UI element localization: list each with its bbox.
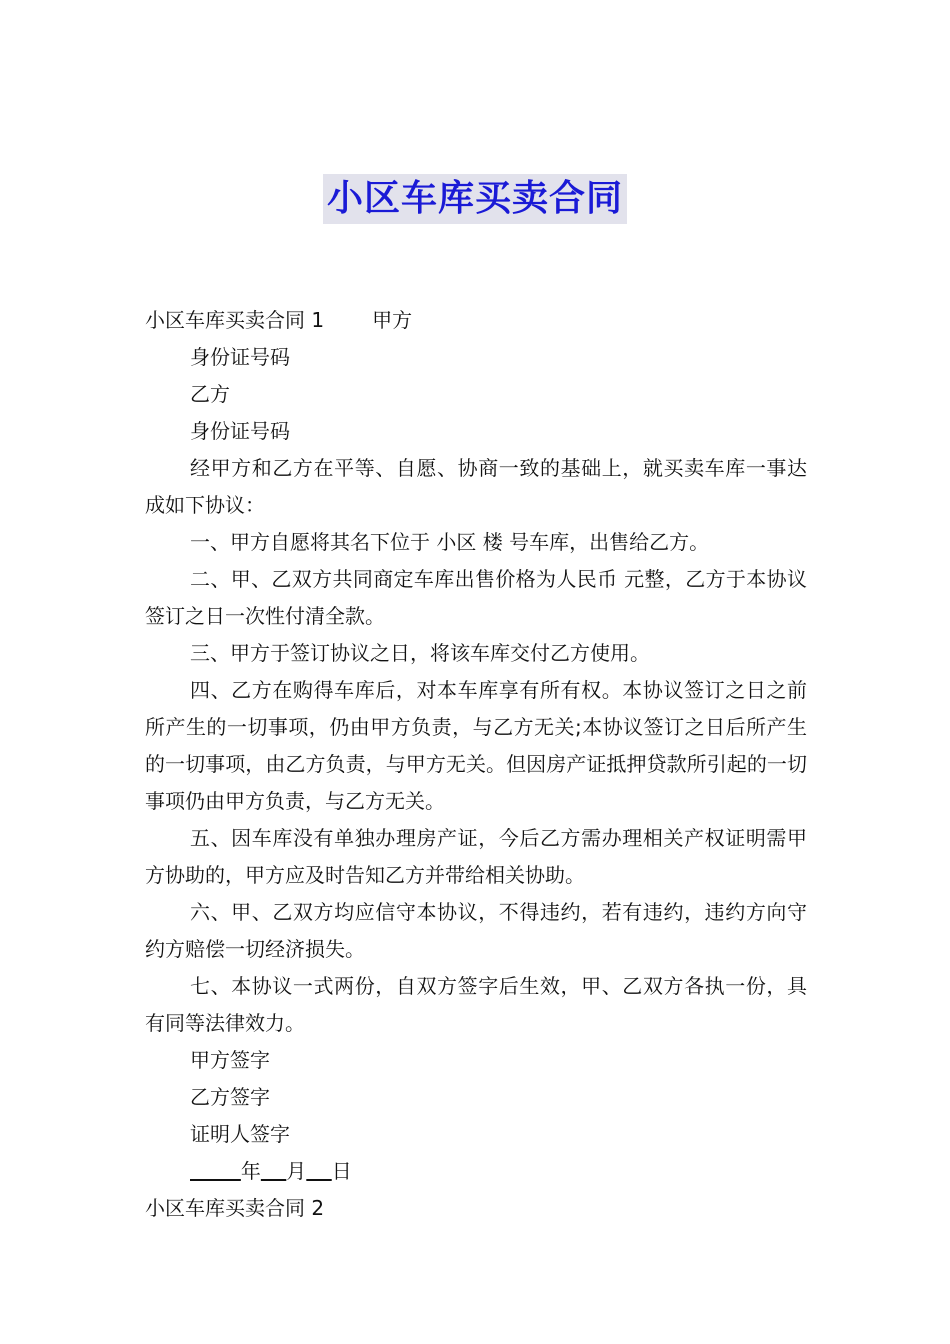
party-b-label: 乙方	[190, 382, 230, 406]
party-b-id-label: 身份证号码	[190, 419, 290, 443]
clause-3: 三、甲方于签订协议之日，将该车库交付乙方使用。	[190, 641, 650, 665]
day-blank	[306, 1159, 331, 1183]
month-blank	[261, 1159, 286, 1183]
clause-4: 四、乙方在购得车库后，对本车库享有所有权。本协议签订之日之前所产生的一切事项，仍由甲方负责，与乙方无关;本协议签订之日后所产生的一切事项，由乙方负责，与甲方无关。但因房产证抵押贷款所引起的一切事项仍由甲方负责，与乙方无关。	[145, 678, 807, 813]
section-2-heading: 小区车库买卖合同 2	[145, 1196, 325, 1220]
clause-1: 一、甲方自愿将其名下位于 小区 楼 号车库，出售给乙方。	[190, 530, 710, 554]
clause-5: 五、因车库没有单独办理房产证，今后乙方需办理相关产权证明需甲方协助的，甲方应及时告知乙方并带给相关协助。	[145, 826, 807, 887]
year-blank	[190, 1159, 241, 1183]
date-line	[145, 1153, 807, 1190]
clause-7: 七、本协议一式两份，自双方签字后生效，甲、乙双方各执一份，具有同等法律效力。	[145, 974, 807, 1035]
intro-paragraph: 经甲方和乙方在平等、自愿、协商一致的基础上，就买卖车库一事达成如下协议：	[145, 456, 807, 517]
party-a-id-label: 身份证号码	[190, 345, 290, 369]
section-1-heading-line	[145, 302, 807, 339]
party-b-signature-label: 乙方签字	[190, 1085, 270, 1109]
witness-signature-label: 证明人签字	[190, 1122, 290, 1146]
clause-6: 六、甲、乙双方均应信守本协议，不得违约，若有违约，违约方向守约方赔偿一切经济损失。	[145, 900, 807, 961]
party-a-signature-label: 甲方签字	[190, 1048, 270, 1072]
month-label: 月	[286, 1159, 307, 1183]
section-1-heading: 小区车库买卖合同 1	[145, 308, 325, 332]
party-a-label: 甲方	[372, 308, 413, 332]
document-title: 小区车库买卖合同	[323, 174, 627, 224]
document-body	[145, 302, 807, 1227]
title-container	[0, 174, 950, 224]
day-label: 日	[331, 1159, 352, 1183]
clause-2: 二、甲、乙双方共同商定车库出售价格为人民币 元整，乙方于本协议签订之日一次性付清全款。	[145, 567, 807, 628]
year-label: 年	[240, 1159, 261, 1183]
